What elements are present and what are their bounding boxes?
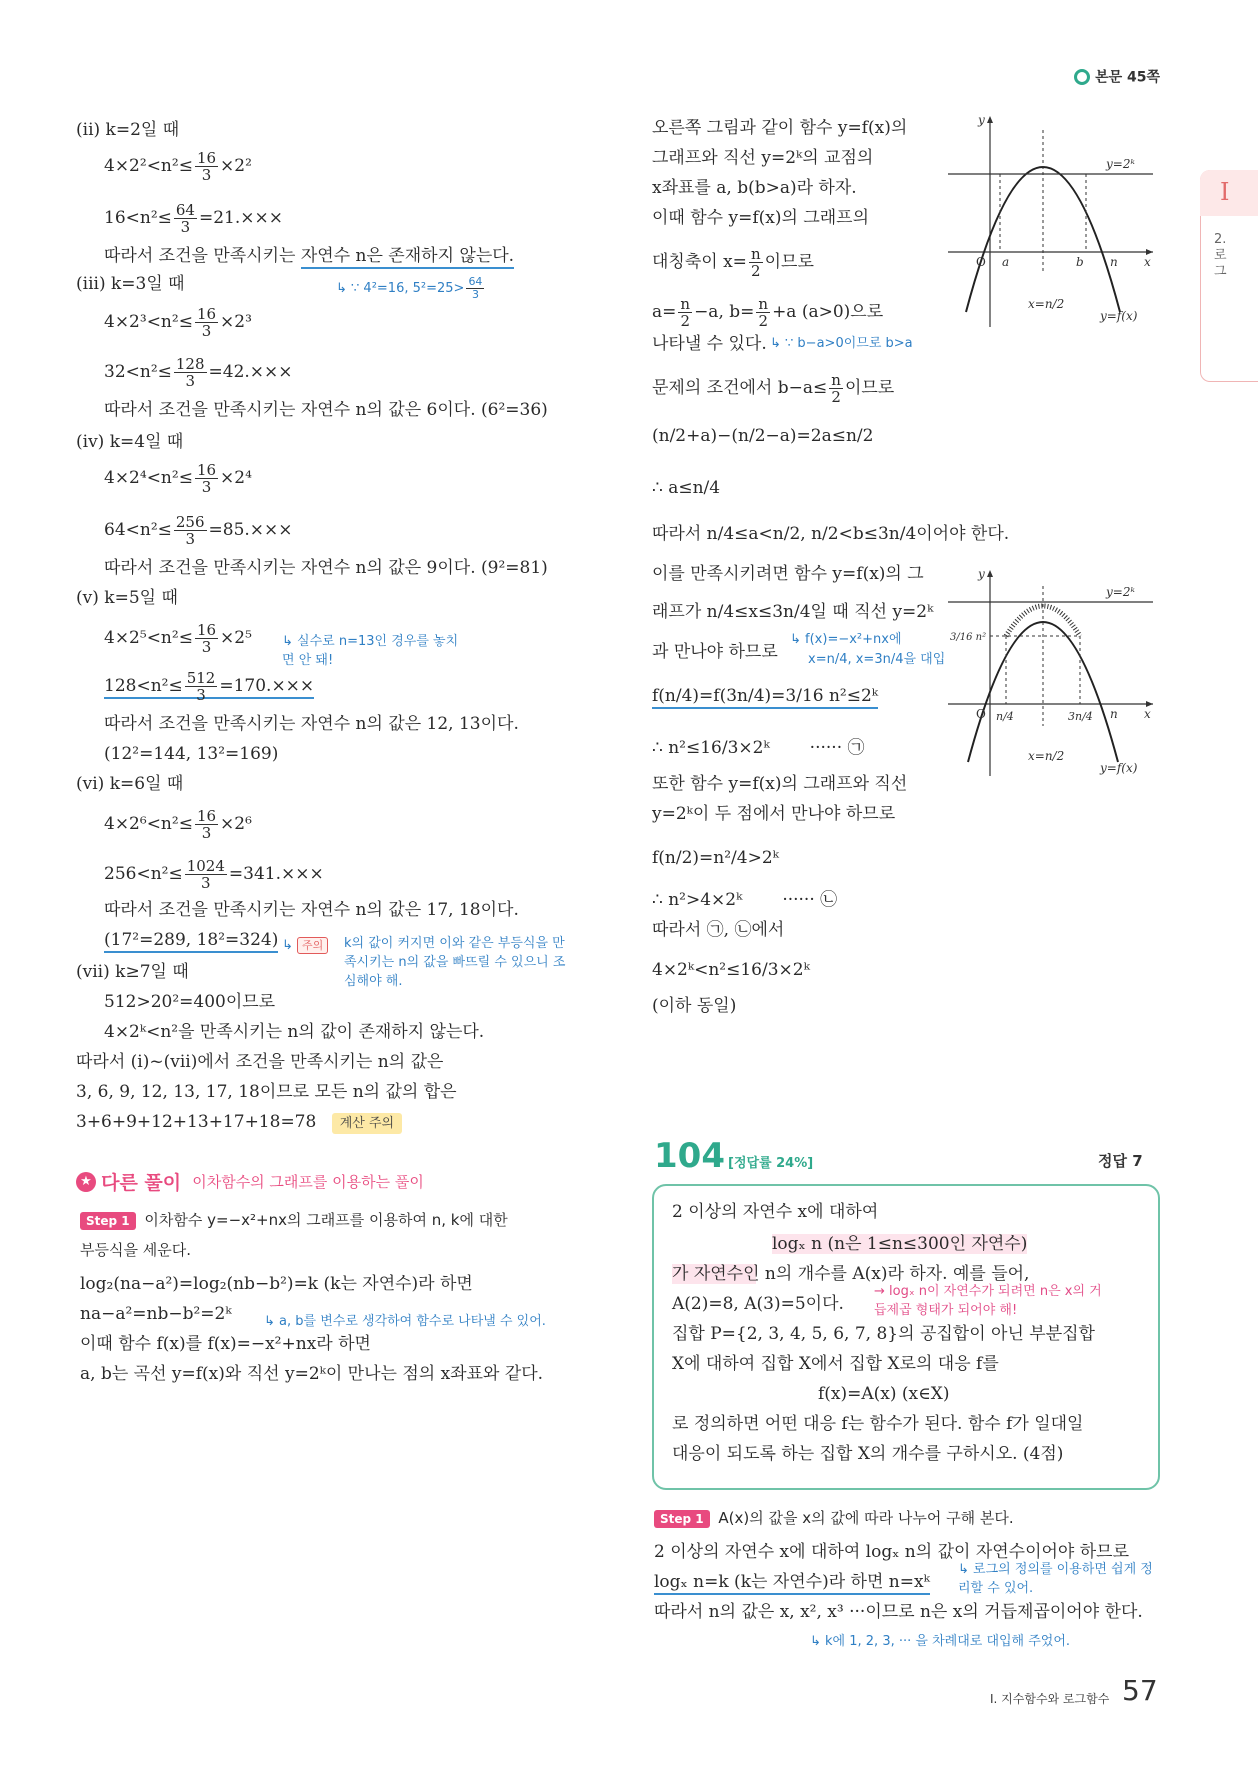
solution-note1: ↳ 로그의 정의를 이용하면 쉽게 정리할 수 있어.	[958, 1562, 1153, 1596]
graph2-curve-label: y=f(x)	[1100, 761, 1138, 775]
right-line16: ∴ n²≤16/3×2ᵏ ······ ㉠	[652, 738, 865, 758]
case-v-line1: 4×2⁵<n²≤ $\frac{16}{3}$ ×2⁵	[104, 621, 252, 656]
problem-line5: 집합 P={2, 3, 4, 5, 6, 7, 8}의 공집합이 아닌 부분집합	[672, 1324, 1095, 1344]
right-line2: 그래프와 직선 y=2ᵏ의 교점의	[652, 148, 874, 168]
problem-line7: f(x)=A(x) (x∈X)	[818, 1384, 950, 1404]
case-iii-conclusion: 따라서 조건을 만족시키는 자연수 n의 값은 6이다. (6²=36)	[104, 400, 548, 420]
right-line8: 문제의 조건에서 b−a≤ $\frac{n}{2}$ 이므로	[652, 371, 895, 406]
right-line15: f(n/4)=f(3n/4)=3/16 n²≤2ᵏ	[652, 684, 878, 708]
arrow-icon: ↳	[958, 1562, 974, 1577]
solution-line3: 따라서 n의 값은 x, x², x³ ···이므로 n은 x의 거듭제곱이어야 한다.	[654, 1602, 1143, 1622]
graph1-origin: O	[976, 255, 986, 269]
problem-note: → logₓ n이 자연수가 되려면 n은 x의 거듭제곱 형태가 되어야 해!	[874, 1284, 1102, 1318]
problem-answer: 정답 7	[1098, 1152, 1143, 1170]
alt-note: ↳ a, b를 변수로 생각하여 함수로 나타낼 수 있어.	[264, 1314, 546, 1329]
final-line3: 3+6+9+12+13+17+18=78 계산 주의	[76, 1110, 402, 1136]
alt-line5: 이때 함수 f(x)를 f(x)=−x²+nx라 하면	[80, 1334, 371, 1354]
right-line6: a= $\frac{n}{2}$ −a, b= $\frac{n}{2}$ +a (a>0)으로	[652, 295, 884, 330]
right-line3: x좌표를 a, b(b>a)라 하자.	[652, 178, 857, 198]
problem-number: 104	[654, 1136, 725, 1176]
graph2-origin: O	[976, 707, 986, 721]
solution-note2: ↳ k에 1, 2, 3, ··· 을 차례대로 대입해 주었어.	[810, 1634, 1071, 1649]
alt-line4: na−a²=nb−b²=2ᵏ	[80, 1304, 232, 1324]
chapter-numeral: I	[1220, 178, 1230, 206]
case-vi-line2: 256<n²≤ $\frac{1024}{3}$ =341.×××	[104, 857, 324, 892]
arrow-icon: →	[874, 1284, 890, 1299]
graph2-n-label: n	[1110, 707, 1118, 721]
arrow-icon: ↳	[810, 1634, 826, 1649]
graph1-curve-label: y=f(x)	[1100, 309, 1138, 323]
graph2-y-label: y	[978, 567, 985, 581]
graph2-line-label: y=2ᵏ	[1106, 585, 1135, 599]
right-line23: (이하 동일)	[652, 996, 737, 1016]
case-iii-line1: 4×2³<n²≤ $\frac{16}{3}$ ×2³	[104, 305, 252, 340]
arrow-icon: ↳	[336, 281, 352, 296]
problem-line1: 2 이상의 자연수 x에 대하여	[672, 1202, 879, 1222]
right-line7-note: ↳ ∵ b−a>0이므로 b>a	[770, 336, 913, 351]
case-vii-label: (vii) k≥7일 때	[76, 962, 189, 982]
final-line2: 3, 6, 9, 12, 13, 17, 18이므로 모든 n의 값의 합은	[76, 1082, 457, 1102]
case-ii-conclusion: 따라서 조건을 만족시키는 자연수 n은 존재하지 않는다.	[104, 244, 514, 268]
solution-step-badge: Step 1	[654, 1510, 710, 1528]
graph-parabola-range	[948, 566, 1158, 780]
problem-line9: 대응이 되도록 하는 집합 X의 개수를 구하시오. (4점)	[672, 1444, 1064, 1464]
alt-line3: log₂(na−a²)=log₂(nb−b²)=k (k는 자연수)라 하면	[80, 1274, 473, 1294]
case-v-note: ↳ 실수로 n=13인 경우를 놓치면 안 돼!	[282, 634, 459, 668]
case-vii-line1: 512>20²=400이므로	[104, 992, 276, 1012]
problem-line8: 로 정의하면 어떤 대응 f는 함수가 된다. 함수 f가 일대일	[672, 1414, 1084, 1434]
graph2-y-value: 3/16 n²	[950, 632, 987, 643]
star-icon: ★	[76, 1172, 96, 1192]
right-line1: 오른쪽 그림과 같이 함수 y=f(x)의	[652, 118, 908, 138]
graph1-line-label: y=2ᵏ	[1106, 157, 1135, 171]
case-ii-line1: 4×2²<n²≤ $\frac{16}{3}$ ×2²	[104, 149, 252, 184]
right-line20: ∴ n²>4×2ᵏ ······ ㉡	[652, 890, 838, 910]
final-line1: 따라서 (i)~(vii)에서 조건을 만족시키는 n의 값은	[76, 1052, 444, 1072]
right-line22: 4×2ᵏ<n²≤16/3×2ᵏ	[652, 960, 810, 980]
calc-note: 계산 주의	[332, 1113, 402, 1134]
right-line10: ∴ a≤n/4	[652, 478, 721, 498]
solution-line2: logₓ n=k (k는 자연수)라 하면 n=xᵏ	[654, 1570, 930, 1594]
warning-badge: 주의	[297, 937, 328, 954]
alt-step-line1: Step 1 이차함수 y=−x²+nx의 그래프를 이용하여 n, k에 대한	[80, 1208, 508, 1233]
right-line5: 대칭축이 x= $\frac{n}{2}$ 이므로	[652, 245, 814, 280]
graph2-q1-label: n/4	[996, 710, 1014, 723]
section-label: 2. 로그	[1214, 232, 1227, 279]
right-line17: 또한 함수 y=f(x)의 그래프와 직선	[652, 774, 908, 794]
warning-note	[282, 934, 328, 953]
case-vi-conclusion: 따라서 조건을 만족시키는 자연수 n의 값은 17, 18이다.	[104, 900, 519, 920]
case-vi-conclusion-2: (17²=289, 18²=324)	[104, 928, 278, 952]
graph2-axis-label: x=n/2	[1028, 749, 1065, 763]
arrow-icon: ↳	[770, 336, 786, 351]
problem-line4: A(2)=8, A(3)=5이다.	[672, 1294, 844, 1314]
reference-label: 본문 45쪽	[1095, 69, 1161, 86]
graph1-axis-label: x=n/2	[1028, 297, 1065, 311]
alt-line6: a, b는 곡선 y=f(x)와 직선 y=2ᵏ이 만나는 점의 x좌표와 같다.	[80, 1364, 544, 1384]
graph1-y-label: y	[978, 113, 985, 127]
arrow-icon: ↳	[264, 1314, 280, 1329]
case-vii-line2: 4×2ᵏ<n²을 만족시키는 n의 값이 존재하지 않는다.	[104, 1022, 485, 1042]
case-iv-line2: 64<n²≤ $\frac{256}{3}$ =85.×××	[104, 513, 293, 548]
arrow-icon: ↳	[282, 938, 298, 953]
reference-badge	[1074, 66, 1160, 87]
circle-icon	[1074, 69, 1090, 85]
right-line13: 래프가 n/4≤x≤3n/4일 때 직선 y=2ᵏ	[652, 602, 934, 622]
alt-solution-header: ★ 다른 풀이 이차함수의 그래프를 이용하는 풀이	[76, 1168, 424, 1195]
graph2-q3-label: 3n/4	[1068, 710, 1093, 723]
page-number: 57	[1122, 1674, 1158, 1707]
right-line9: (n/2+a)−(n/2−a)=2a≤n/2	[652, 426, 874, 446]
right-line12: 이를 만족시키려면 함수 y=f(x)의 그	[652, 564, 924, 584]
case-v-conclusion-2: (12²=144, 13²=169)	[104, 744, 279, 764]
graph-parabola-intersections	[948, 112, 1158, 332]
footer-chapter: I. 지수함수와 로그함수	[990, 1692, 1110, 1706]
case-vi-line1: 4×2⁶<n²≤ $\frac{16}{3}$ ×2⁶	[104, 807, 252, 842]
case-v-label: (v) k=5일 때	[76, 588, 178, 608]
solution-line1: 2 이상의 자연수 x에 대하여 logₓ n의 값이 자연수이어야 하므로	[654, 1542, 1130, 1562]
right-line14: 과 만나야 하므로	[652, 642, 778, 662]
problem-line2: logₓ n (n은 1≤n≤300인 자연수)	[772, 1234, 1028, 1254]
step-badge: Step 1	[80, 1212, 136, 1230]
problem-line3: 가 자연수인 n의 개수를 A(x)라 하자. 예를 들어,	[672, 1264, 1030, 1284]
warning-text: k의 값이 커지면 이와 같은 부등식을 만족시키는 n의 값을 빠뜨릴 수 있으니 조심해야 해.	[344, 936, 566, 989]
graph1-a-label: a	[1002, 255, 1010, 269]
alt-step-line2: 부등식을 세운다.	[80, 1241, 191, 1259]
case-ii-note: ↳ ∵ 4²=16, 5²=25> $\frac{64}{3}$	[336, 275, 483, 301]
case-iii-line2: 32<n²≤ $\frac{128}{3}$ =42.×××	[104, 355, 293, 390]
problem-rate: [정답률 24%]	[728, 1156, 814, 1171]
graph1-b-label: b	[1076, 255, 1084, 269]
right-line7: 나타낼 수 있다.	[652, 334, 767, 354]
case-iv-label: (iv) k=4일 때	[76, 432, 184, 452]
solution-step: Step 1 A(x)의 값을 x의 값에 따라 나누어 구해 본다.	[654, 1506, 1014, 1531]
case-ii-label: (ii) k=2일 때	[76, 120, 180, 140]
right-line11: 따라서 n/4≤a<n/2, n/2<b≤3n/4이어야 한다.	[652, 524, 1010, 544]
arrow-icon: ↳	[790, 632, 806, 647]
graph1-n-label: n	[1110, 255, 1118, 269]
graph1-x-label: x	[1144, 255, 1151, 269]
case-v-line2: 128<n²≤ $\frac{512}{3}$ =170.×××	[104, 669, 315, 704]
graph1-y-arrow	[987, 116, 993, 123]
right-line19: f(n/2)=n²/4>2ᵏ	[652, 848, 779, 868]
right-line14-note: ↳ f(x)=−x²+nx에 x=n/4, x=3n/4을 대입	[790, 632, 946, 667]
case-ii-line2: 16<n²≤ $\frac{64}{3}$ =21.×××	[104, 201, 283, 236]
case-vi-label: (vi) k=6일 때	[76, 774, 184, 794]
graph2-y-arrow	[987, 570, 993, 577]
right-line21: 따라서 ㉠, ㉡에서	[652, 920, 785, 940]
case-v-conclusion: 따라서 조건을 만족시키는 자연수 n의 값은 12, 13이다.	[104, 714, 519, 734]
case-iv-conclusion: 따라서 조건을 만족시키는 자연수 n의 값은 9이다. (9²=81)	[104, 558, 548, 578]
problem-line6: X에 대하여 집합 X에서 집합 X로의 대응 f를	[672, 1354, 999, 1374]
case-iii-label: (iii) k=3일 때	[76, 274, 185, 294]
arrow-icon: ↳	[282, 634, 298, 649]
case-iv-line1: 4×2⁴<n²≤ $\frac{16}{3}$ ×2⁴	[104, 461, 252, 496]
right-line4: 이때 함수 y=f(x)의 그래프의	[652, 208, 870, 228]
right-line18: y=2ᵏ이 두 점에서 만나야 하므로	[652, 804, 896, 824]
graph2-x-label: x	[1144, 707, 1151, 721]
